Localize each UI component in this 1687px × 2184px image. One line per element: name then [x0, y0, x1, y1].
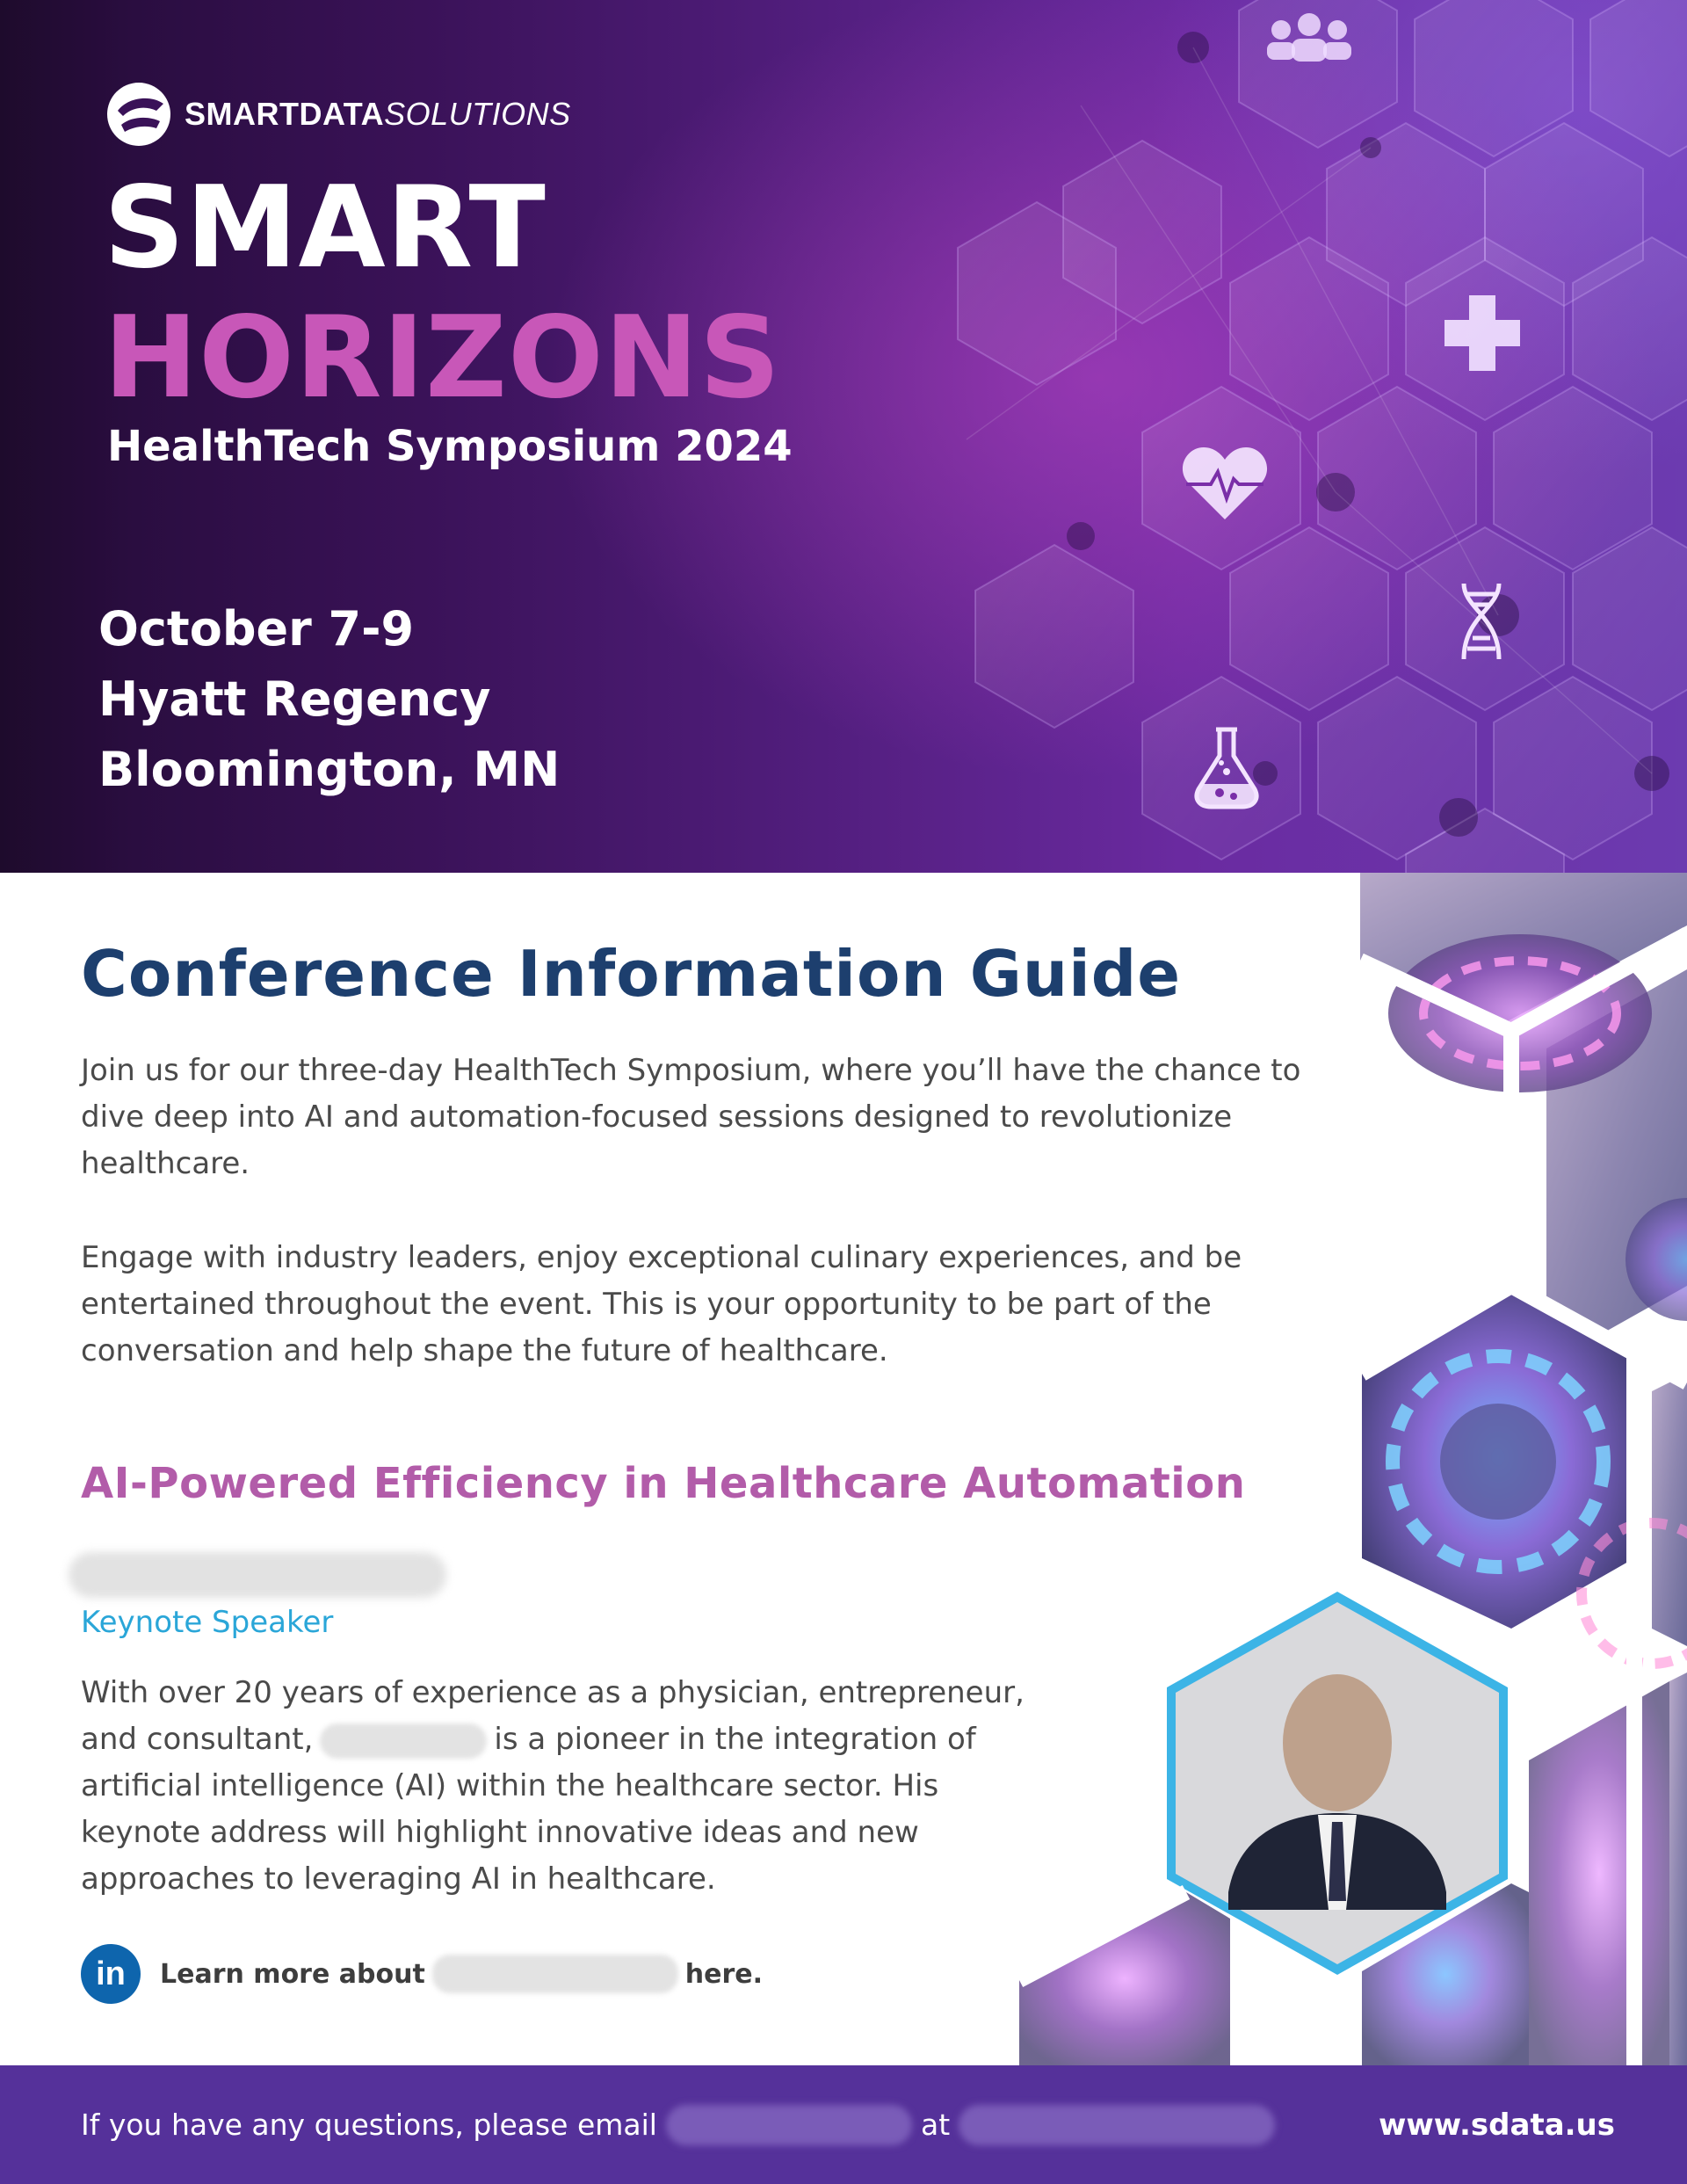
footer-question-text: If you have any questions, please email	[81, 2108, 657, 2142]
medical-team-icon	[1256, 11, 1362, 63]
heart-pulse-icon	[1181, 444, 1269, 523]
website-link[interactable]: www.sdata.us	[1378, 2107, 1615, 2143]
brand-name	[185, 96, 571, 133]
brand-name-bold: SMARTDATA	[185, 96, 385, 132]
contact-email-redacted[interactable]	[959, 2105, 1275, 2145]
speaker-name-redacted-inline	[320, 1723, 487, 1759]
speaker-name-redacted	[69, 1552, 446, 1598]
brand-logo-lockup	[105, 81, 571, 148]
event-venue: Hyatt Regency	[98, 671, 491, 727]
event-subtitle: HealthTech Symposium 2024	[107, 422, 793, 471]
title-line-1: SMART	[104, 163, 547, 294]
linkedin-icon[interactable]: in	[81, 1944, 141, 2004]
hero-banner	[0, 0, 1687, 873]
session-title: AI-Powered Efficiency in Healthcare Automation	[81, 1459, 1246, 1508]
linkedin-text-pre: Learn more about	[160, 1958, 425, 1990]
event-city: Bloomington, MN	[98, 742, 561, 797]
footer-contact	[81, 2065, 1275, 2184]
dna-icon	[1455, 582, 1508, 661]
engage-paragraph: Engage with industry leaders, enjoy exceptional culinary experiences, and be entertained throughout the event. This is your opportunity to be part of the conversation and help shape the future of healthcare.	[81, 1240, 1242, 1368]
bio-line-4: keynote address will highlight innovative ideas and new	[81, 1815, 919, 1850]
linkedin-name-redacted	[432, 1955, 678, 1993]
footer-bar	[0, 2065, 1687, 2184]
brand-name-italic: SOLUTIONS	[384, 96, 571, 132]
bio-line-3: artificial intelligence (AI) within the healthcare sector. His	[81, 1768, 939, 1803]
plus-icon	[1441, 292, 1524, 374]
event-date: October 7-9	[98, 601, 415, 657]
linkedin-link[interactable]	[81, 1944, 763, 2004]
intro-paragraph: Join us for our three-day HealthTech Symposium, where you’ll have the chance to dive deep into AI and automation-focused sessions designed to revolutionize healthcare.	[81, 1053, 1301, 1181]
guide-heading: Conference Information Guide	[81, 937, 1182, 1011]
footer-at-text: at	[920, 2108, 951, 2142]
linkedin-text[interactable]	[160, 1955, 763, 1993]
contact-name-redacted	[666, 2105, 912, 2145]
flask-icon	[1191, 726, 1262, 810]
bio-line-5: approaches to leveraging AI in healthcare.	[81, 1861, 716, 1897]
linkedin-text-post: here.	[684, 1958, 764, 1990]
bio-line-1: With over 20 years of experience as a physician, entrepreneur,	[81, 1675, 1025, 1710]
speaker-bio	[81, 1670, 1135, 1903]
bio-line-2	[81, 1716, 1135, 1763]
title-line-2: HORIZONS	[104, 293, 782, 424]
speaker-role: Keynote Speaker	[81, 1605, 334, 1640]
smartdata-logo-icon	[105, 81, 172, 148]
event-details	[98, 594, 560, 805]
bio-line-2-pre: and consultant,	[81, 1722, 314, 1757]
bio-line-2-post: is a pioneer in the integration of	[494, 1722, 976, 1757]
